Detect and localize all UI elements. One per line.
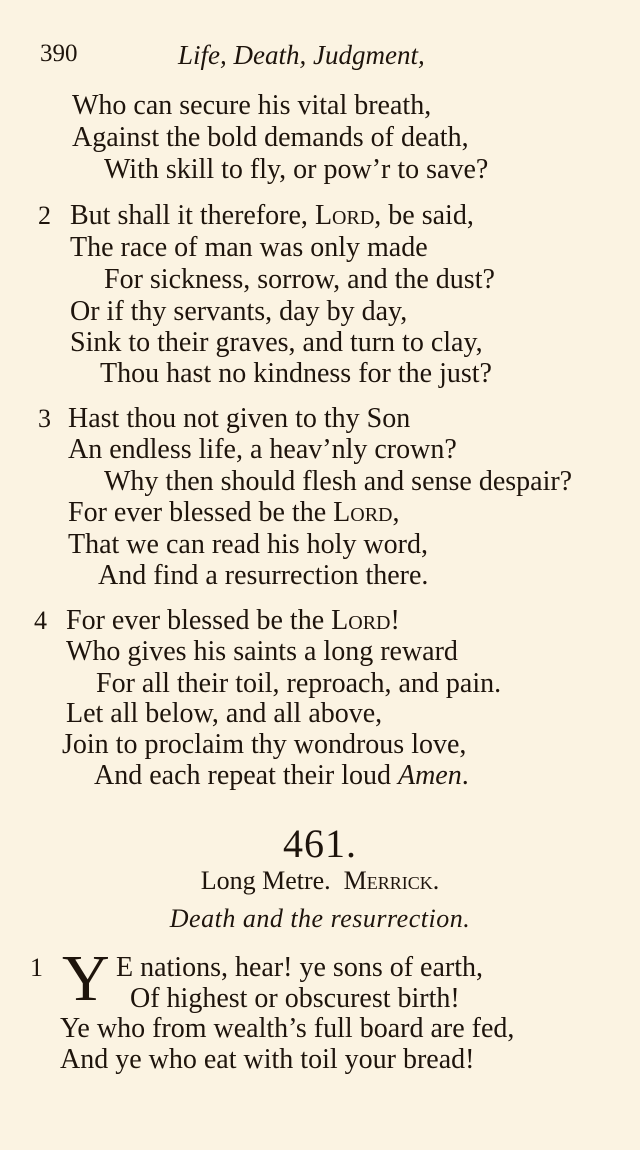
verse-line: For sickness, sorrow, and the dust? (104, 264, 495, 295)
verse-line: An endless life, a heav’nly crown? (68, 434, 457, 465)
verse-text: For ever blessed be the (66, 605, 332, 636)
verse-text: . (461, 760, 469, 791)
tune-name: Merrick. (343, 866, 440, 895)
verse-text: ! (390, 605, 400, 636)
verse-line: E nations, hear! ye sons of earth, (116, 952, 483, 983)
verse-line (66, 605, 400, 637)
verse-line: Of highest or obscurest birth! (130, 983, 460, 1014)
verse-line: Let all below, and all above, (66, 698, 383, 729)
verse-line: Why then should flesh and sense despair? (104, 466, 573, 497)
lord-small-caps: Lord (333, 497, 393, 528)
verse-line: Who gives his saints a long reward (66, 636, 458, 667)
meter-label: Long Metre. (200, 866, 331, 895)
hymn-meter-line (0, 866, 640, 896)
verse-text: But shall it therefore, (70, 200, 315, 231)
verse-line (70, 200, 474, 232)
stanza-number: 4 (34, 606, 47, 635)
page-number: 390 (40, 40, 78, 67)
verse-line: For all their toil, reproach, and pain. (96, 668, 502, 699)
hymn-number: 461. (283, 821, 357, 866)
verse-line: And find a resurrection there. (98, 560, 429, 591)
verse-line: Thou hast no kindness for the just? (100, 358, 492, 389)
running-title: Life, Death, Judgment, (178, 40, 425, 70)
hymn-subtitle: Death and the resurrection. (169, 904, 471, 933)
stanza-number: 2 (38, 201, 51, 230)
amen-italic: Amen (397, 760, 462, 791)
lord-small-caps: Lord (331, 605, 391, 636)
verse-text: , be said, (374, 200, 474, 231)
verse-line: Against the bold demands of death, (72, 122, 469, 153)
stanza-number: 3 (38, 404, 51, 433)
stanza-number: 1 (30, 953, 43, 982)
verse-line: The race of man was only made (70, 232, 428, 263)
verse-text: And each repeat their loud (94, 760, 398, 791)
page-header (40, 40, 600, 74)
verse-line: And ye who eat with toil your bread! (60, 1044, 475, 1075)
verse-text: , (392, 497, 400, 528)
verse-line: Or if thy servants, day by day, (70, 296, 408, 327)
drop-cap: Y (62, 942, 110, 1015)
verse-line: Ye who from wealth’s full board are fed, (60, 1013, 515, 1044)
verse-line (68, 497, 399, 529)
verse-line (94, 760, 469, 792)
verse-line: Sink to their graves, and turn to clay, (70, 327, 483, 358)
verse-line: Join to proclaim thy wondrous love, (62, 729, 467, 760)
verse-line: Who can secure his vital breath, (72, 90, 432, 121)
verse-line: With skill to fly, or pow’r to save? (104, 154, 489, 185)
lord-small-caps: Lord (314, 200, 375, 231)
verse-line: Hast thou not given to thy Son (68, 403, 411, 434)
verse-text: For ever blessed be the (68, 497, 334, 528)
verse-line: That we can read his holy word, (68, 529, 428, 560)
